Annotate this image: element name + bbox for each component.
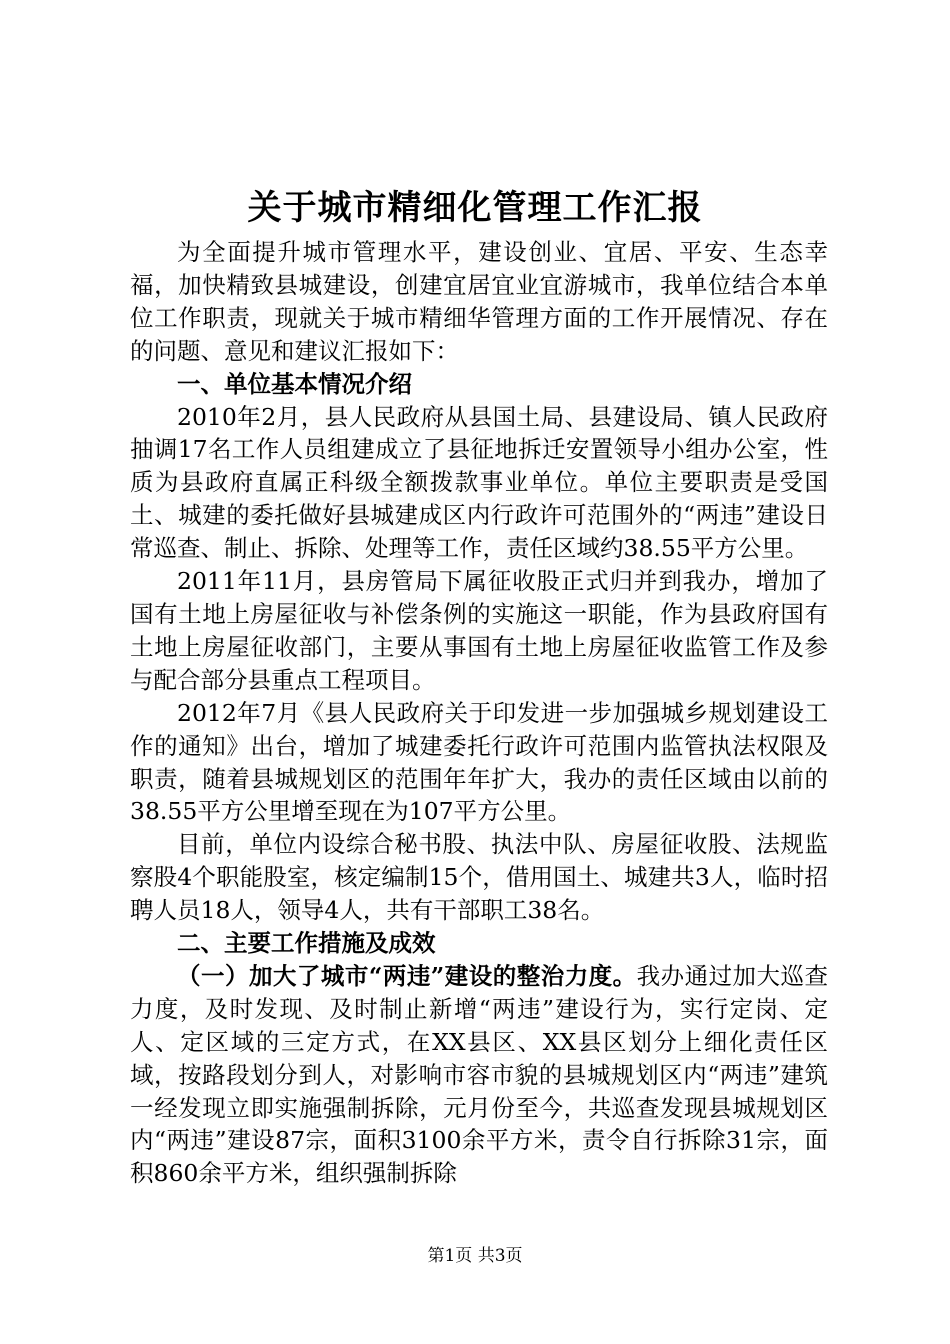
subsection-text: 我办通过加大巡查力度，及时发现、及时制止新增“两违”建设行为，实行定岗、定人、定区域的三定方式，在XX县区、XX县区划分上细化责任区域，按路段划分到人，对影响市容市貌的县城规划区内“两违”建筑一经发现立即实施强制拆除，元月份至今，共巡查发现县城规划区内“两违”建设87宗，面积3100余平方米，责令自行拆除31宗，面积860余平方米，组织强制拆除 xyxy=(130,961,828,1188)
body-paragraph-measure-1 xyxy=(130,960,828,1190)
section-heading-2: 二、主要工作措施及成效 xyxy=(177,929,436,958)
body-paragraph-2012: 2012年7月《县人民政府关于印发进一步加强城乡规划建设工作的通知》出台，增加了城建委托行政许可范围内监管执法权限及职责，随着县城规划区的范围年年扩大，我办的责任区域由以前的38.55平方公里增至现在为107平方公里。 xyxy=(130,698,828,826)
body-paragraph-current: 目前，单位内设综合秘书股、执法中队、房屋征收股、法规监察股4个职能股室，核定编制15个，借用国土、城建共3人，临时招聘人员18人，领导4人，共有干部职工38名。 xyxy=(130,830,828,925)
body-paragraph-2010: 2010年2月，县人民政府从县国土局、县建设局、镇人民政府抽调17名工作人员组建成立了县征地拆迁安置领导小组办公室，性质为县政府直属正科级全额拨款事业单位。单位主要职责是受国土、城建的委托做好县城建成区内行政许可范围外的“两违”建设日常巡查、制止、拆除、处理等工作，责任区域约38.55平方公里。 xyxy=(130,402,828,563)
page-footer: 第1页 共3页 xyxy=(427,1246,523,1266)
document-body xyxy=(130,236,828,1190)
subsection-lead: （一）加大了城市“两违”建设的整治力度。 xyxy=(177,961,637,990)
document-title: 关于城市精细化管理工作汇报 xyxy=(247,188,703,228)
section-heading-1: 一、单位基本情况介绍 xyxy=(177,369,412,398)
intro-paragraph: 为全面提升城市管理水平，建设创业、宜居、平安、生态幸福，加快精致县城建设，创建宜居宜业宜游城市，我单位结合本单位工作职责，现就关于城市精细华管理方面的工作开展情况、存在的问题、意见和建议汇报如下： xyxy=(130,238,828,365)
body-paragraph-2011: 2011年11月，县房管局下属征收股正式归并到我办，增加了国有土地上房屋征收与补偿条例的实施这一职能，作为县政府国有土地上房屋征收部门，主要从事国有土地上房屋征收监管工作及参与配合部分县重点工程项目。 xyxy=(130,567,828,694)
